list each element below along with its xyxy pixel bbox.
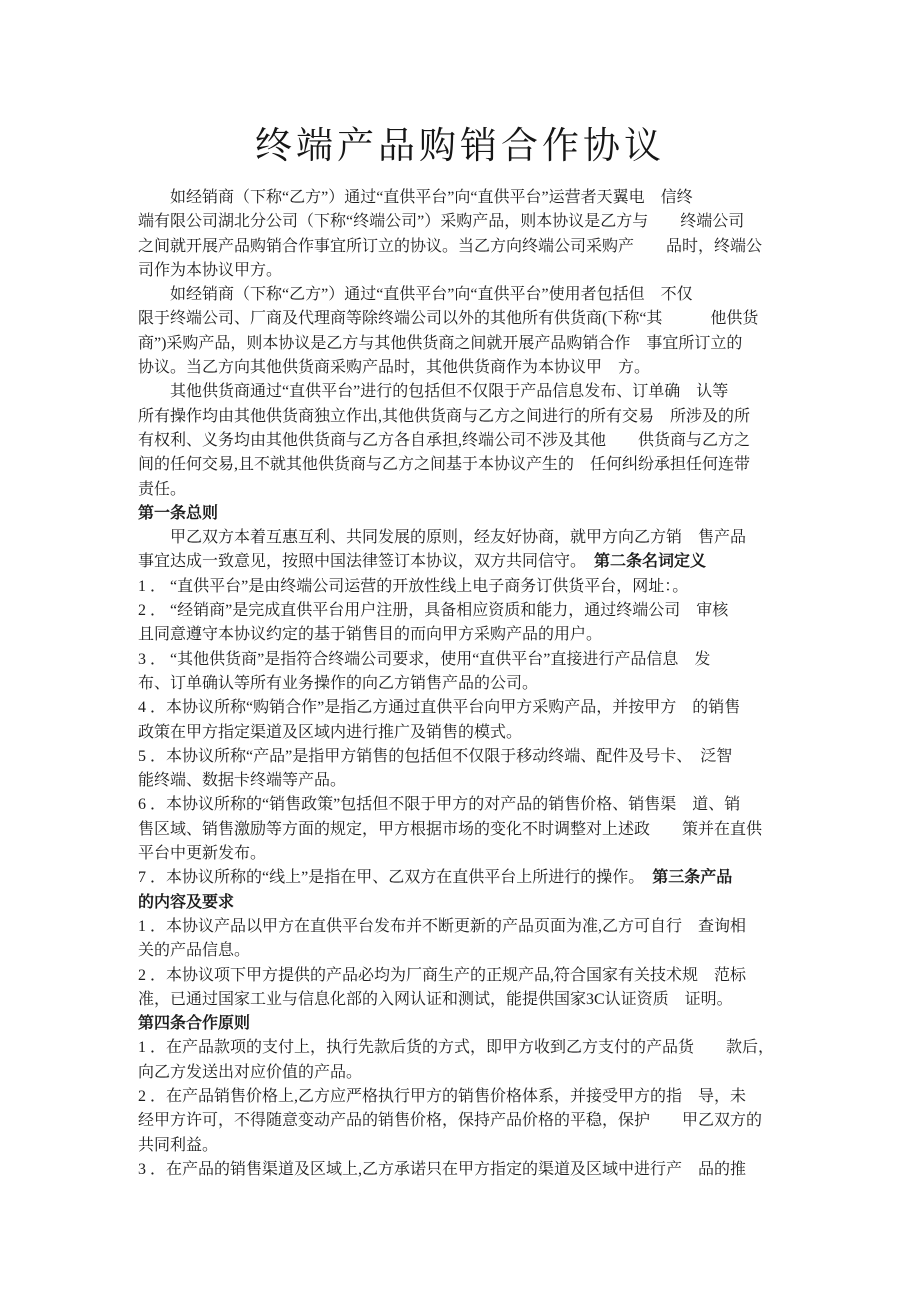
text-run: 售区域、销售激励等方面的规定，甲方根据市场的变化不时调整对上述政 策并在直供 — [138, 820, 763, 838]
text-line — [138, 696, 794, 720]
bold-text-run: 第三条产品 — [636, 869, 733, 887]
text-line — [138, 1158, 794, 1182]
text-run: 1 ．在产品款项的支付上，执行先款后货的方式，即甲方收到乙方支付的产品货 款后， — [138, 1039, 775, 1057]
text-run: 甲乙双方本着互惠互利、共同发展的原则，经友好协商，就甲方向乙方销 售产品 — [170, 529, 747, 547]
text-run: 端有限公司湖北分公司（下称“终端公司”）采购产品，则本协议是乙方与 终端公司 — [138, 213, 745, 231]
text-run: 之间就开展产品购销合作事宜所订立的协议。当乙方向终端公司采购产 品时，终端公 — [138, 237, 763, 255]
text-line — [138, 599, 794, 623]
text-run: 3 ． “其他供货商”是指符合终端公司要求，使用“直供平台”直接进行产品信息 发 — [138, 650, 711, 668]
text-run: 2 ．本协议项下甲方提供的产品必均为厂商生产的正规产品,符合国家有关技术规 范标 — [138, 966, 747, 984]
text-line — [138, 793, 794, 817]
text-run: 7 ．本协议所称的“线上”是指在甲、乙双方在直供平台上所进行的操作。 — [138, 869, 637, 887]
text-run: 共同利益。 — [138, 1136, 219, 1154]
text-line — [138, 721, 794, 745]
text-line — [138, 235, 794, 259]
text-line — [138, 964, 794, 988]
text-line — [138, 356, 794, 380]
text-run: 协议。当乙方向其他供货商采购产品时，其他供货商作为本协议甲 方。 — [138, 359, 651, 377]
text-line — [138, 502, 794, 526]
text-line — [138, 478, 794, 502]
text-run: 布、订单确认等所有业务操作的向乙方销售产品的公司。 — [138, 674, 539, 692]
text-run: 间的任何交易,且不就其他供货商与乙方之间基于本协议产生的 任何纠纷承担任何连带 — [138, 456, 751, 474]
text-run: 1 ．本协议产品以甲方在直供平台发布并不断更新的产品页面为准,乙方可自行 查询相 — [138, 917, 747, 935]
text-line — [138, 939, 794, 963]
text-run: 其他供货商通过“直供平台”进行的包括但不仅限于产品信息发布、订单确 认等 — [170, 383, 729, 401]
text-run: 2 ．在产品销售价格上,乙方应严格执行甲方的销售价格体系，并接受甲方的指 导，未 — [138, 1087, 747, 1105]
text-line — [138, 429, 794, 453]
document-body — [138, 186, 794, 1182]
text-line — [138, 283, 794, 307]
text-run: 4 ．本协议所称“购销合作”是指乙方通过直供平台向甲方采购产品，并按甲方 的销售 — [138, 699, 741, 717]
text-line — [138, 575, 794, 599]
text-line — [138, 891, 794, 915]
text-line — [138, 332, 794, 356]
text-run: 责任。 — [138, 480, 187, 498]
text-line — [138, 186, 794, 210]
text-line — [138, 307, 794, 331]
text-line — [138, 210, 794, 234]
text-run: 向乙方发送出对应价值的产品。 — [138, 1063, 363, 1081]
text-line — [138, 1012, 794, 1036]
text-run: 商”)采购产品，则本协议是乙方与其他供货商之间就开展产品购销合作 事宜所订立的 — [138, 334, 743, 352]
text-line — [138, 623, 794, 647]
text-run: 能终端、数据卡终端等产品。 — [138, 772, 347, 790]
text-line — [138, 526, 794, 550]
text-run: 事宜达成一致意见，按照中国法律签订本协议，双方共同信守。 — [138, 553, 579, 571]
text-line — [138, 405, 794, 429]
text-line — [138, 648, 794, 672]
text-line — [138, 1085, 794, 1109]
text-line — [138, 550, 794, 574]
text-line — [138, 988, 794, 1012]
text-line — [138, 866, 794, 890]
text-run: 且同意遵守本协议约定的基于销售目的而向甲方采购产品的用户。 — [138, 626, 603, 644]
text-run: 限于终端公司、厂商及代理商等除终端公司以外的其他所有供货商(下称“其 他供货 — [138, 310, 759, 328]
text-line — [138, 380, 794, 404]
text-line — [138, 259, 794, 283]
text-run: 3 ．在产品的销售渠道及区域上,乙方承诺只在甲方指定的渠道及区域中进行产 品的推 — [138, 1160, 747, 1178]
text-run: 5 ．本协议所称“产品”是指甲方销售的包括但不仅限于移动终端、配件及号卡、 泛智 — [138, 747, 733, 765]
text-line — [138, 915, 794, 939]
bold-text-run: 第一条总则 — [138, 504, 219, 522]
text-line — [138, 842, 794, 866]
bold-text-run: 第二条名词定义 — [578, 553, 707, 571]
text-run: 如经销商（下称“乙方”）通过“直供平台”向“直供平台”运营者天翼电 信终 — [170, 189, 693, 206]
text-line — [138, 769, 794, 793]
text-line — [138, 1134, 794, 1158]
text-line — [138, 453, 794, 477]
text-line — [138, 1109, 794, 1133]
text-run: 6 ．本协议所称的“销售政策”包括但不限于甲方的对产品的销售价格、销售渠 道、销 — [138, 796, 741, 814]
text-run: 如经销商（下称“乙方”）通过“直供平台”向“直供平台”使用者包括但 不仅 — [170, 286, 693, 304]
bold-text-run: 第四条合作原则 — [138, 1015, 251, 1033]
text-run: 有权利、义务均由其他供货商与乙方各自承担,终端公司不涉及其他 供货商与乙方之 — [138, 431, 751, 449]
text-line — [138, 818, 794, 842]
text-run: 关的产品信息。 — [138, 942, 251, 960]
text-run: 经甲方许可，不得随意变动产品的销售价格，保持产品价格的平稳，保护 甲乙双方的 — [138, 1112, 763, 1130]
text-run: 司作为本协议甲方。 — [138, 261, 283, 279]
text-run: 平台中更新发布。 — [138, 845, 267, 863]
text-line — [138, 672, 794, 696]
text-line — [138, 1061, 794, 1085]
text-run: 所有操作均由其他供货商独立作出,其他供货商与乙方之间进行的所有交易 所涉及的所 — [138, 407, 751, 425]
text-run: 政策在甲方指定渠道及区域内进行推广及销售的模式。 — [138, 723, 523, 741]
text-run: 准，已通过国家工业与信息化部的入网认证和测试，能提供国家3C认证资质 证明。 — [138, 990, 733, 1008]
bold-text-run: 的内容及要求 — [138, 893, 235, 911]
text-line — [138, 1036, 794, 1060]
text-run: 2 ． “经销商”是完成直供平台用户注册，具备相应资质和能力，通过终端公司 审核 — [138, 602, 729, 620]
text-run: 1 ． “直供平台”是由终端公司运营的开放性线上电子商务订供货平台，网址：。 — [138, 577, 689, 595]
text-line — [138, 745, 794, 769]
document-title: 终端产品购销合作协议 — [255, 126, 665, 167]
